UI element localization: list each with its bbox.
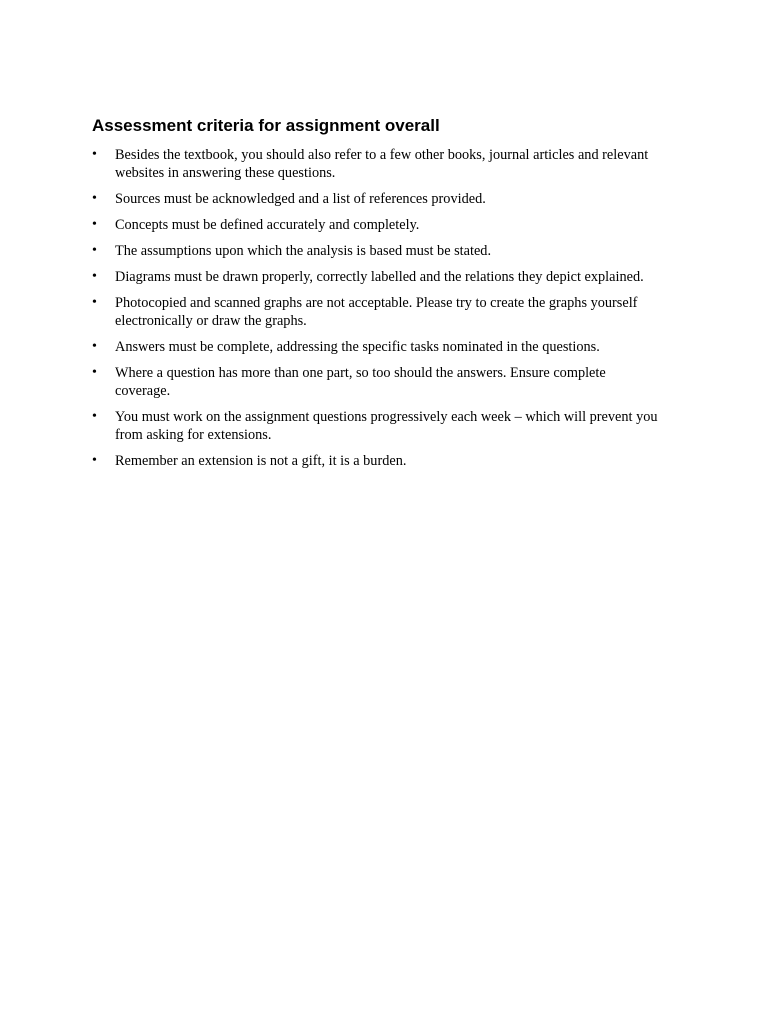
page-title: Assessment criteria for assignment overall: [92, 116, 440, 135]
list-item: [92, 242, 662, 260]
document-content: [92, 115, 662, 478]
bullet-icon: •: [92, 269, 97, 284]
bullet-icon: •: [92, 217, 97, 232]
list-item-text: Remember an extension is not a gift, it is a burden.: [115, 453, 407, 469]
list-item-text: The assumptions upon which the analysis is based must be stated.: [115, 243, 492, 259]
list-item: [92, 338, 662, 356]
bullet-icon: •: [92, 365, 97, 380]
list-item: [92, 452, 662, 470]
list-item-text: You must work on the assignment questions progressively each week – which will prevent you from asking for extensions.: [115, 409, 658, 443]
list-item-text: Answers must be complete, addressing the specific tasks nominated in the questions.: [115, 339, 600, 355]
list-item-text: Besides the textbook, you should also refer to a few other books, journal articles and relevant websites in answering these questions.: [115, 147, 649, 181]
list-item: [92, 294, 662, 330]
list-item-text: Sources must be acknowledged and a list of references provided.: [115, 191, 486, 207]
list-item: [92, 146, 662, 182]
bullet-icon: •: [92, 409, 97, 424]
list-item: [92, 190, 662, 208]
list-item-text: Diagrams must be drawn properly, correctly labelled and the relations they depict explained.: [115, 269, 644, 285]
bullet-icon: •: [92, 295, 97, 310]
list-item-text: Concepts must be defined accurately and completely.: [115, 217, 420, 233]
bullet-icon: •: [92, 191, 97, 206]
list-item-text: Where a question has more than one part, so too should the answers. Ensure complete coverage.: [115, 365, 606, 399]
list-item: [92, 364, 662, 400]
list-item: [92, 268, 662, 286]
list-item: [92, 408, 662, 444]
bullet-icon: •: [92, 453, 97, 468]
criteria-list: [92, 146, 662, 470]
bullet-icon: •: [92, 339, 97, 354]
list-item-text: Photocopied and scanned graphs are not acceptable. Please try to create the graphs yourself electronically or draw the graphs.: [115, 295, 638, 329]
bullet-icon: •: [92, 243, 97, 258]
list-item: [92, 216, 662, 234]
bullet-icon: •: [92, 147, 97, 162]
